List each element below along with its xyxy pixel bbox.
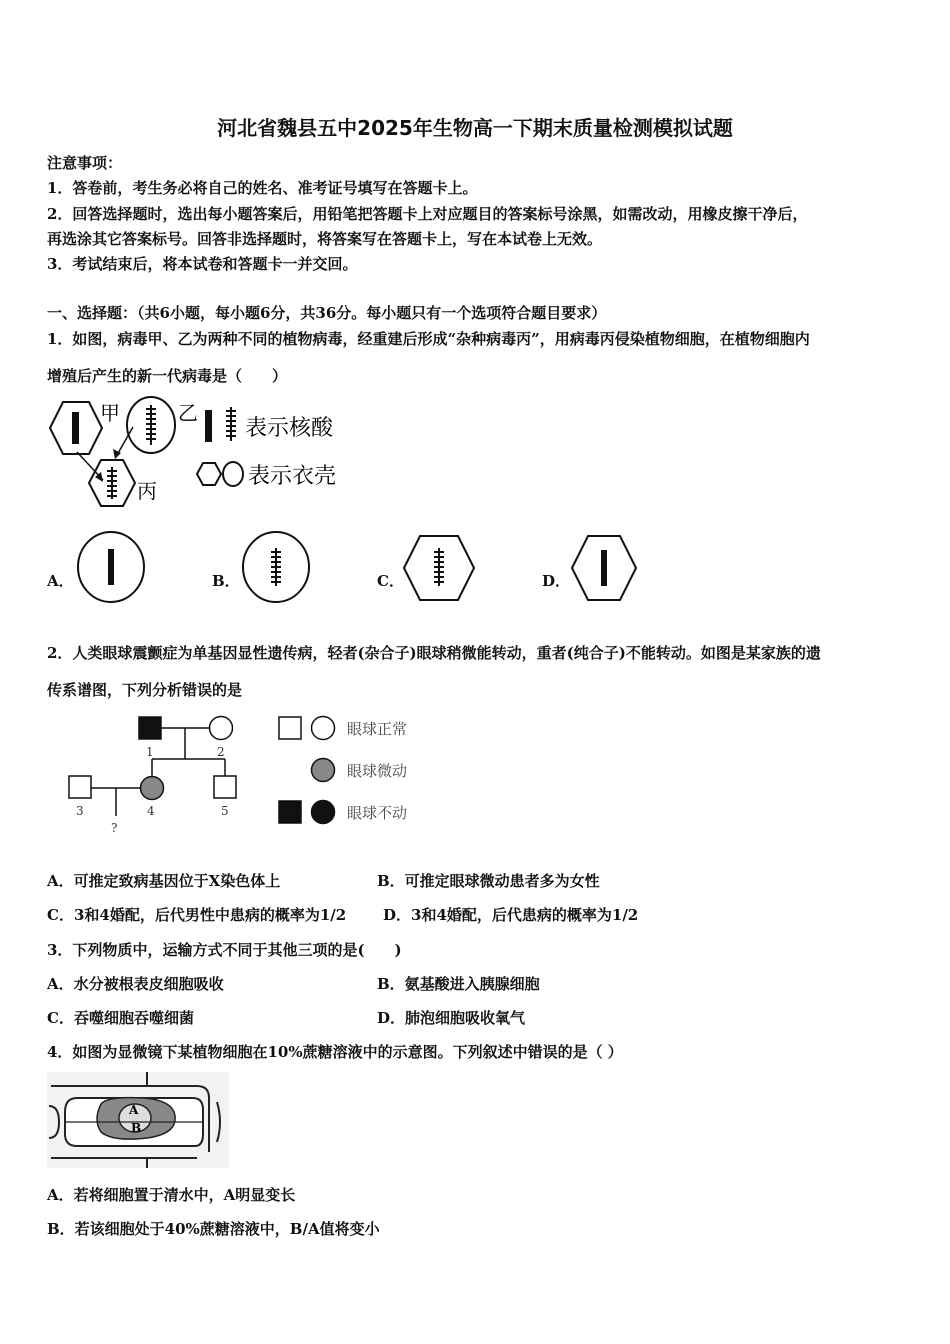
pedigree-label-3: 3 bbox=[76, 804, 84, 818]
label-yi: 乙 bbox=[178, 401, 198, 425]
legend-nucleic-ladder-icon bbox=[226, 407, 236, 441]
q1-option-c[interactable]: C． bbox=[377, 572, 404, 590]
legend-severe-square-icon bbox=[279, 801, 301, 823]
q3-option-d[interactable]: D．肺泡细胞吸收氧气 bbox=[377, 1009, 526, 1027]
cell-label-a: A bbox=[129, 1103, 139, 1117]
label-bing: 丙 bbox=[137, 479, 157, 503]
virus-bing-nucleic bbox=[107, 467, 117, 499]
q1-option-d[interactable]: D． bbox=[542, 572, 571, 590]
q3-option-b[interactable]: B．氨基酸进入胰腺细胞 bbox=[377, 975, 540, 993]
q4-option-b[interactable]: B．若该细胞处于40%蔗糖溶液中，B/A值将变小 bbox=[47, 1220, 380, 1238]
q1-stem-line2: 增殖后产生的新一代病毒是（ ） bbox=[47, 367, 288, 385]
legend-capsid-hex-icon bbox=[197, 463, 221, 485]
q1-option-d-figure bbox=[568, 532, 642, 604]
notice-item: 3．考试结束后，将本试卷和答题卡一并交回。 bbox=[47, 255, 358, 273]
legend-severe-label: 眼球不动 bbox=[347, 804, 408, 822]
q1-option-a-figure bbox=[75, 530, 149, 606]
pedigree-label-unknown: ? bbox=[111, 821, 118, 835]
notice-heading: 注意事项： bbox=[47, 154, 123, 172]
legend-mild-circle-icon bbox=[312, 759, 335, 782]
q3-option-a[interactable]: A．水分被根表皮细胞吸收 bbox=[47, 975, 224, 993]
q3-stem: 3．下列物质中，运输方式不同于其他三项的是( ) bbox=[47, 941, 402, 959]
virus-yi-nucleic bbox=[146, 405, 156, 445]
q1-option-c-figure bbox=[400, 532, 480, 604]
q1-virus-figure bbox=[45, 395, 355, 510]
notice-item: 1．答卷前，考生务必将自己的姓名、准考证号填写在答题卡上。 bbox=[47, 179, 478, 197]
legend-normal-label: 眼球正常 bbox=[347, 720, 408, 738]
q3-option-c[interactable]: C．吞噬细胞吞噬细菌 bbox=[47, 1009, 194, 1027]
legend-normal-square-icon bbox=[279, 717, 301, 739]
legend-severe-circle-icon bbox=[312, 801, 335, 824]
legend-capsid-oval-icon bbox=[223, 462, 243, 486]
legend-nucleic-solid-icon bbox=[205, 410, 212, 442]
q1-option-a[interactable]: A． bbox=[47, 572, 74, 590]
pedigree-individual-1 bbox=[139, 717, 161, 739]
cell-label-b: B bbox=[131, 1121, 142, 1135]
q4-stem: 4．如图为显微镜下某植物细胞在10%蔗糖溶液中的示意图。下列叙述中错误的是（ ） bbox=[47, 1043, 623, 1061]
q1-stem-line1: 1．如图，病毒甲、乙为两种不同的植物病毒，经重建后形成“杂种病毒丙”，用病毒丙侵染植物细胞，在植物细胞内 bbox=[47, 330, 810, 348]
pedigree-individual-2 bbox=[210, 717, 233, 740]
q2-stem-line2: 传系谱图，下列分析错误的是 bbox=[47, 681, 243, 699]
q4-option-a[interactable]: A．若将细胞置于清水中，A明显变长 bbox=[47, 1186, 296, 1204]
page-title: 河北省魏县五中2025年生物高一下期末质量检测模拟试题 bbox=[217, 116, 733, 140]
notice-item: 再选涂其它答案标号。回答非选择题时，将答案写在答题卡上，写在本试卷上无效。 bbox=[47, 230, 603, 248]
q4-cell-figure bbox=[47, 1072, 229, 1168]
pedigree-individual-4 bbox=[141, 777, 164, 800]
q2-option-c[interactable]: C．3和4婚配，后代男性中患病的概率为1/2 bbox=[47, 906, 347, 924]
q2-option-d[interactable]: D．3和4婚配，后代患病的概率为1/2 bbox=[383, 906, 639, 924]
legend-normal-circle-icon bbox=[312, 717, 335, 740]
pedigree-label-2: 2 bbox=[217, 745, 225, 759]
q2-pedigree-chart bbox=[60, 712, 430, 840]
pedigree-individual-5 bbox=[214, 776, 236, 798]
notice-item: 2．回答选择题时，选出每小题答案后，用铅笔把答题卡上对应题目的答案标号涂黑，如需改动，用橡皮擦干净后， bbox=[47, 205, 808, 223]
pedigree-individual-3 bbox=[69, 776, 91, 798]
pedigree-label-4: 4 bbox=[147, 804, 155, 818]
legend-nucleic-label: 表示核酸 bbox=[245, 416, 334, 441]
legend-capsid-label: 表示衣壳 bbox=[248, 464, 337, 489]
legend-mild-label: 眼球微动 bbox=[347, 762, 408, 780]
q2-option-a[interactable]: A．可推定致病基因位于X染色体上 bbox=[47, 872, 281, 890]
pedigree-label-5: 5 bbox=[221, 804, 229, 818]
virus-jia-nucleic bbox=[72, 412, 79, 444]
q1-option-b-figure bbox=[240, 530, 314, 606]
q2-stem-line1: 2．人类眼球震颤症为单基因显性遗传病，轻者(杂合子)眼球稍微能转动，重者(纯合子)不能转动。如图是某家族的遗 bbox=[47, 644, 821, 662]
q1-option-b[interactable]: B． bbox=[212, 572, 240, 590]
label-jia: 甲 bbox=[100, 401, 120, 425]
pedigree-label-1: 1 bbox=[146, 745, 154, 759]
section-heading: 一、选择题：（共6小题，每小题6分，共36分。每小题只有一个选项符合题目要求） bbox=[47, 304, 607, 322]
q2-option-b[interactable]: B．可推定眼球微动患者多为女性 bbox=[377, 872, 600, 890]
